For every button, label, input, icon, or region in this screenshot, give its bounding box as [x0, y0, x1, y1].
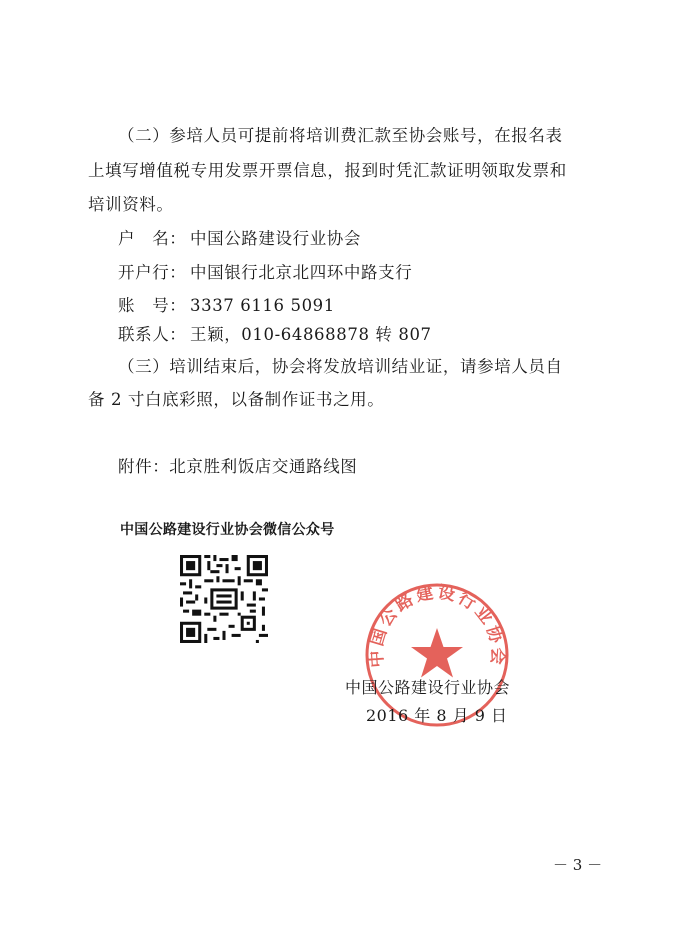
paragraph-2-line-3: 培训资料。: [88, 195, 174, 214]
account-contact-row: [118, 325, 432, 345]
paragraph-2-line-1: （二）参培人员可提前将培训费汇款至协会账号，在报名表: [118, 126, 563, 145]
account-number-row: [118, 296, 335, 316]
paragraph-3-line-2: 备 2 寸白底彩照，以备制作证书之用。: [88, 390, 385, 409]
paragraph-3-line-1: （三）培训结束后，协会将发放培训结业证，请参培人员自: [118, 357, 563, 376]
account-contact-label: 联系人：: [118, 325, 187, 344]
seal-text: 中国公路建设行业协会: [366, 582, 508, 669]
page-number: － 3 －: [553, 856, 603, 874]
account-number-value: 3337 6116 5091: [190, 296, 335, 315]
account-name-label: 户 名：: [118, 229, 187, 248]
signature-organization: 中国公路建设行业协会: [345, 678, 511, 697]
account-contact-value: 王颖，010-64868878 转 807: [190, 325, 432, 344]
qr-code-icon: [180, 555, 268, 643]
account-name-row: [118, 229, 361, 249]
attachment-note: 附件：北京胜利饭店交通路线图: [118, 457, 358, 476]
account-bank-value: 中国银行北京北四环中路支行: [190, 263, 413, 282]
wechat-account-title: 中国公路建设行业协会微信公众号: [120, 522, 335, 538]
account-name-value: 中国公路建设行业协会: [190, 229, 361, 248]
account-bank-label: 开户行：: [118, 263, 187, 282]
signature-date: 2016 年 8 月 9 日: [366, 706, 508, 725]
paragraph-2-line-2: 上填写增值税专用发票开票信息，报到时凭汇款证明领取发票和: [88, 161, 567, 180]
account-number-label: 账 号：: [118, 296, 187, 315]
account-bank-row: [118, 263, 412, 283]
